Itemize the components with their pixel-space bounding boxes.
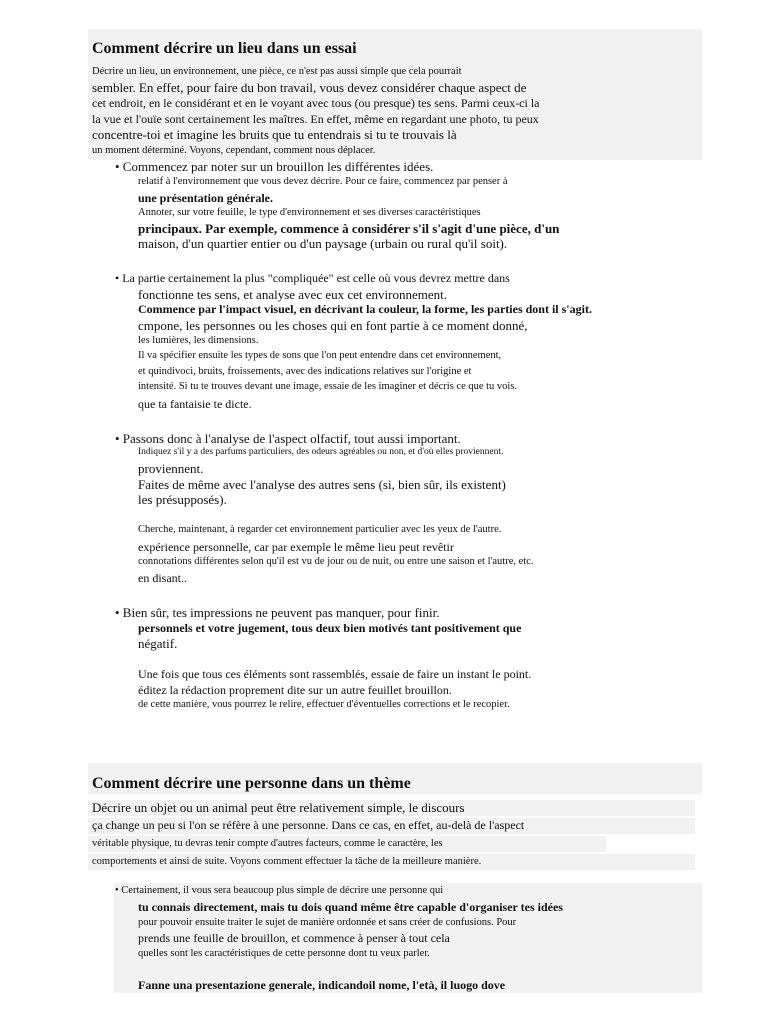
list-item-line: Cherche, maintenant, à regarder cet environnement particulier avec les yeux de l'autre. <box>138 524 502 535</box>
list-item-line: relatif à l'environnement que vous devez décrire. Pour ce faire, commencez par penser à <box>138 176 508 187</box>
section2-intro-line: comportements et ainsi de suite. Voyons comment effectuer la tâche de la meilleure manière. <box>92 856 482 867</box>
list-item: • Commencez par noter sur un brouillon les différentes idées. <box>115 159 434 174</box>
list-item-line: maison, d'un quartier entier ou d'un paysage (urbain ou rural qu'il soit). <box>138 236 508 251</box>
section1-intro-line: concentre-toi et imagine les bruits que tu entendrais si tu te trouvais là <box>92 127 457 142</box>
section1-intro-line: cet endroit, en le considérant et en le voyant avec tous (ou presque) tes sens. Parmi ceux-ci la <box>92 96 540 110</box>
section2-intro-line: véritable physique, tu devras tenir compte d'autres facteurs, comme le caractère, les <box>92 838 443 849</box>
list-item-line: prends une feuille de brouillon, et commence à penser à tout cela <box>138 931 450 945</box>
section2-title: Comment décrire une personne dans un thème <box>92 775 411 792</box>
list-item-line: une présentation générale. <box>138 191 273 205</box>
list-item-line: principaux. Par exemple, commence à considérer s'il s'agit d'une pièce, d'un <box>138 221 560 236</box>
section1-intro-line: Décrire un lieu, un environnement, une pièce, ce n'est pas aussi simple que cela pourrait <box>92 66 462 77</box>
list-item-line: les présupposés). <box>138 492 227 507</box>
list-item-line: Il va spécifier ensuite les types de sons que l'on peut entendre dans cet environnement, <box>138 350 502 361</box>
list-item-line: proviennent. <box>138 461 204 476</box>
list-item-line: cmpone, les personnes ou les choses qui en font partie à ce moment donné, <box>138 318 528 333</box>
list-item: • La partie certainement la plus "compliquée" est celle où vous devrez mettre dans <box>115 271 510 285</box>
section1-title: Comment décrire un lieu dans un essai <box>92 40 357 57</box>
section2-intro-line: ça change un peu si l'on se réfère à une personne. Dans ce cas, en effet, au-delà de l'aspect <box>92 818 525 832</box>
list-item-line: quelles sont les caractéristiques de cette personne dont tu veux parler. <box>138 948 430 959</box>
list-item-line: fonctionne tes sens, et analyse avec eux cet environnement. <box>138 287 447 302</box>
section1-intro-line: la vue et l'ouïe sont certainement les maîtres. En effet, même en regardant une photo, tu peux <box>92 112 539 126</box>
list-item-line: Fanne una presentazione generale, indicandoil nome, l'età, il luogo dove <box>138 978 506 992</box>
list-item-line: pour pouvoir ensuite traiter le sujet de manière ordonnée et sans créer de confusions. Pour <box>138 917 517 928</box>
list-item-line: Une fois que tous ces éléments sont rassemblés, essaie de faire un instant le point. <box>138 667 532 681</box>
list-item-line: tu connais directement, mais tu dois quand même être capable d'organiser tes idées <box>138 900 563 914</box>
list-item-line: intensité. Si tu te trouves devant une image, essaie de les imaginer et décris ce que tu vois. <box>138 381 518 392</box>
list-item: • Passons donc à l'analyse de l'aspect olfactif, tout aussi important. <box>115 431 461 446</box>
section2-intro-line: Décrire un objet ou un animal peut être relativement simple, le discours <box>92 800 465 815</box>
list-item-line: connotations différentes selon qu'il est vu de jour ou de nuit, ou entre une saison et l'autre, etc. <box>138 556 534 567</box>
list-item-line: personnels et votre jugement, tous deux bien motivés tant positivement que <box>138 621 522 635</box>
list-item-line: Indiquez s'il y a des parfums particuliers, des odeurs agréables ou non, et d'où elles proviennent. <box>138 447 504 457</box>
list-item-line: négatif. <box>138 636 178 651</box>
list-item-line: Commence par l'impact visuel, en décrivant la couleur, la forme, les parties dont il s'agit. <box>138 302 592 316</box>
list-item-line: de cette manière, vous pourrez le relire, effectuer d'éventuelles corrections et le recopier. <box>138 699 510 710</box>
list-item-line: Faites de même avec l'analyse des autres sens (si, bien sûr, ils existent) <box>138 477 506 492</box>
list-item-line: expérience personnelle, car par exemple le même lieu peut revêtir <box>138 540 454 554</box>
list-item: • Bien sûr, tes impressions ne peuvent pas manquer, pour finir. <box>115 605 440 620</box>
list-item-line: les lumières, les dimensions. <box>138 335 259 346</box>
list-item: • Certainement, il vous sera beaucoup plus simple de décrire une personne qui <box>115 885 444 896</box>
section1-intro-line: sembler. En effet, pour faire du bon travail, vous devez considérer chaque aspect de <box>92 80 527 95</box>
section1-intro-line: un moment déterminé. Voyons, cependant, comment nous déplacer. <box>92 145 376 156</box>
list-item-line: en disant.. <box>138 571 187 585</box>
list-item-line: éditez la rédaction proprement dite sur un autre feuillet brouillon. <box>138 683 452 697</box>
list-item-line: Annoter, sur votre feuille, le type d'environnement et ses diverses caractéristiques <box>138 207 481 218</box>
list-item-line: que ta fantaisie te dicte. <box>138 397 252 411</box>
list-item-line: et quindivoci, bruits, froissements, avec des indications relatives sur l'origine et <box>138 366 472 377</box>
